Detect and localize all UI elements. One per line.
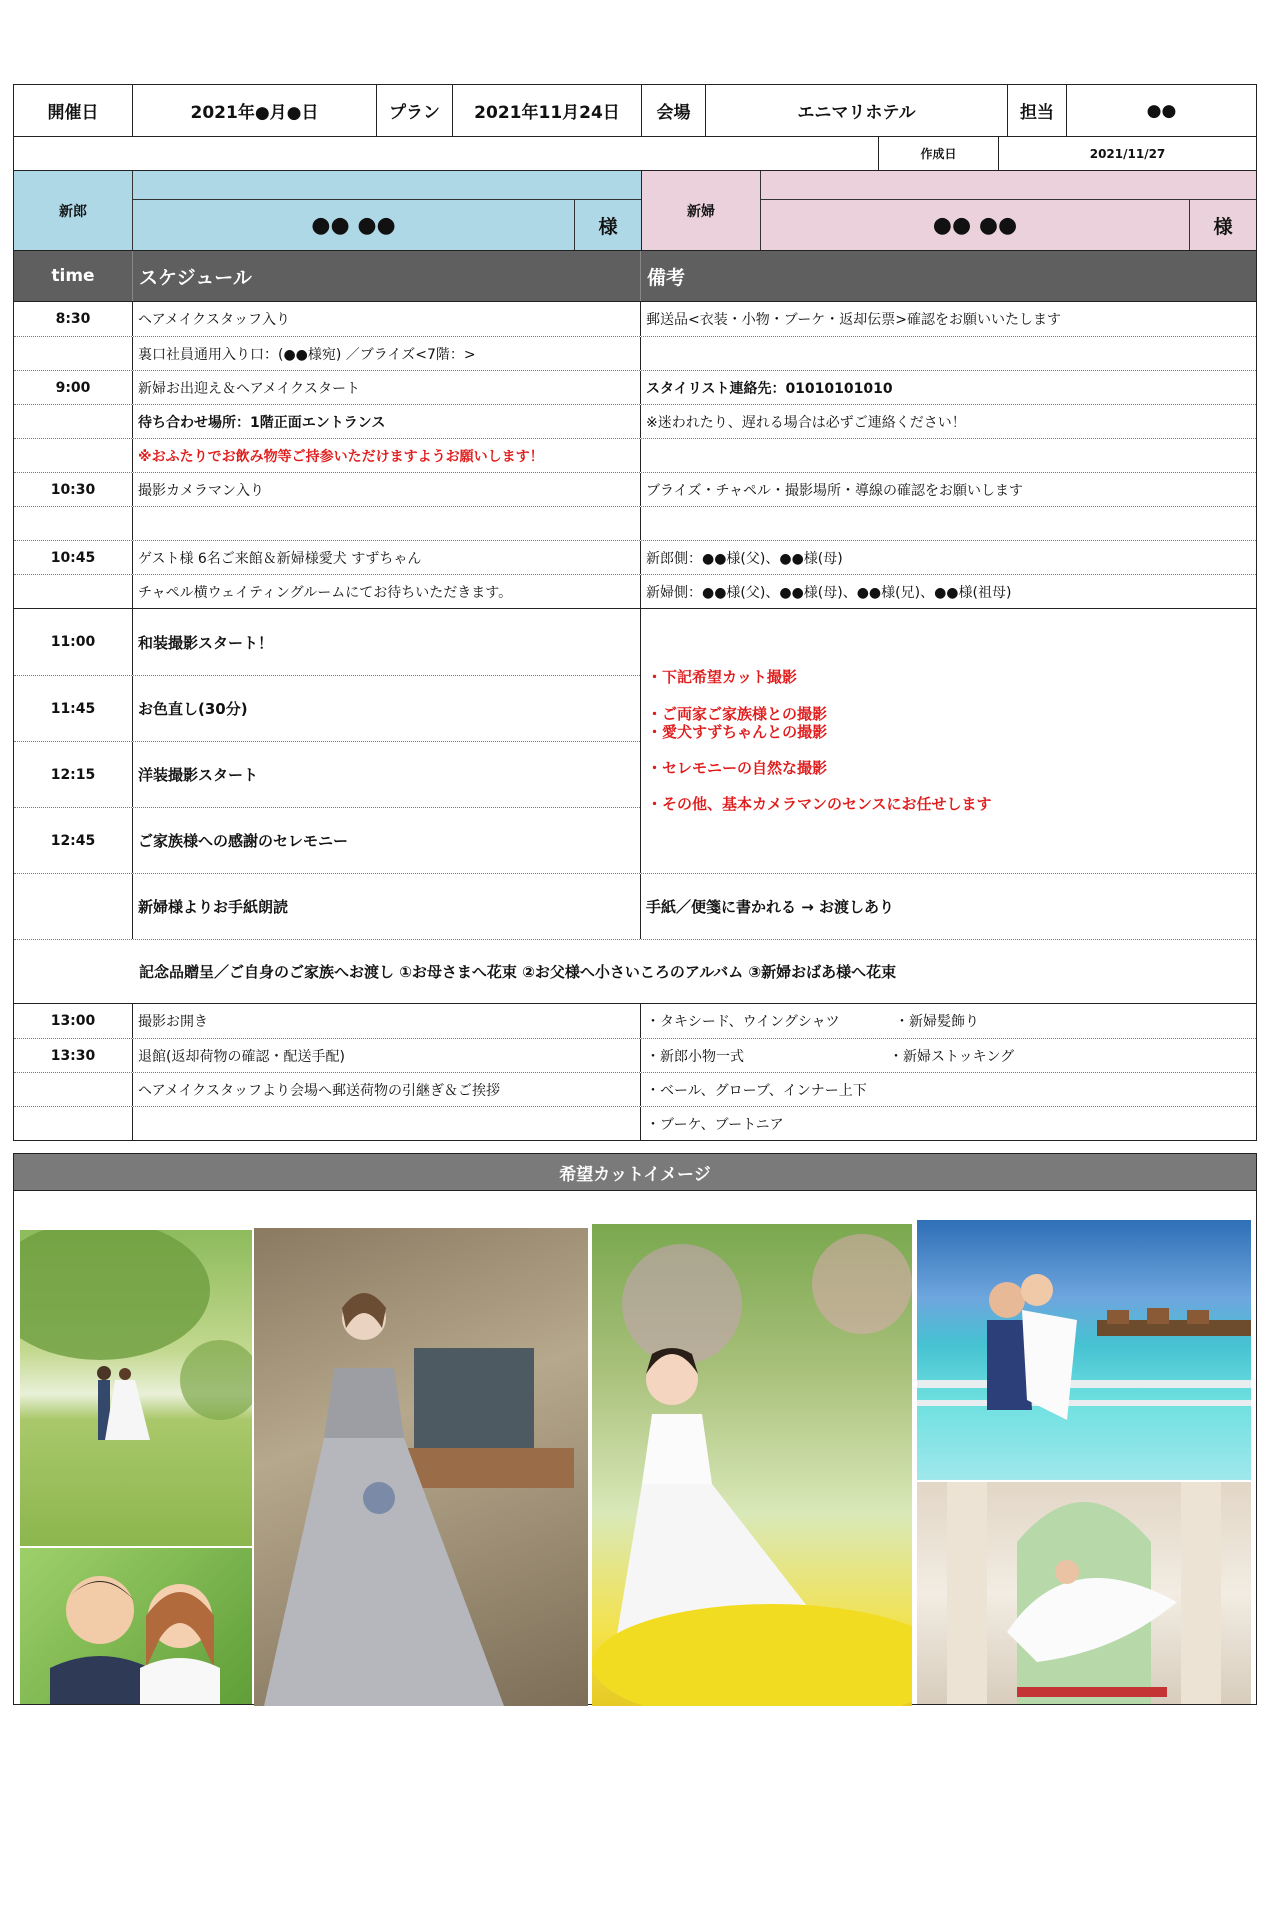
row-time: [14, 439, 133, 472]
table-row: [14, 1106, 1256, 1140]
row-time: [14, 507, 133, 540]
staff-value: ●●: [1146, 100, 1177, 121]
groom-name: ●● ●●: [133, 200, 575, 250]
shoot-block: [14, 608, 1256, 873]
shoot-notes: [641, 609, 1256, 873]
row-schedule: 退館(返却荷物の確認・配送手配): [133, 1039, 641, 1072]
row-time: 10:30: [14, 473, 133, 506]
row-time: 13:30: [14, 1039, 133, 1072]
row-note: 手紙／便箋に書かれる → お渡しあり: [646, 898, 895, 916]
date-value: 2021年●月●日: [133, 85, 377, 136]
header-row: [13, 84, 1257, 136]
row-note: 新郎側：●●様(父)、●●様(母): [646, 550, 843, 567]
table-row: [14, 741, 640, 807]
shoot-note: ・愛犬すずちゃんとの撮影: [647, 723, 828, 741]
row-schedule: お色直し(30分): [138, 700, 248, 718]
table-row: [14, 807, 640, 873]
schedule-sheet: [13, 84, 1257, 1141]
staff-label: 担当: [1008, 85, 1067, 136]
notes-column-header: 備考: [647, 266, 686, 289]
table-row: [14, 609, 640, 675]
row-note: ・ブーケ、ブートニア: [646, 1116, 784, 1133]
row-schedule: 和装撮影スタート！: [138, 633, 274, 652]
shoot-note: ・ご両家ご家族様との撮影: [647, 705, 828, 723]
photo-park-couple: [20, 1230, 252, 1546]
row-schedule: 新婦お出迎え＆ヘアメイクスタート: [133, 371, 641, 404]
table-row: [14, 675, 640, 741]
row-note-item: ・新郎小物一式: [646, 1048, 744, 1065]
table-row: [14, 1038, 1256, 1072]
bride-name-box: [761, 171, 1256, 250]
row-time: 11:45: [14, 676, 133, 741]
row-schedule: チャペル横ウェイティングルームにてお待ちいただきます。: [133, 575, 641, 608]
bride-honorific: 様: [1213, 215, 1233, 238]
row-schedule: [133, 1107, 641, 1140]
photo-couple-closeup: [20, 1548, 252, 1704]
time-column-header: time: [14, 251, 133, 301]
row-time: 8:30: [14, 302, 133, 336]
row-time: [14, 337, 133, 370]
row-schedule: ヘアメイクスタッフより会場へ郵送荷物の引継ぎ＆ご挨拶: [133, 1073, 641, 1106]
row-schedule: ゲスト様 6名ご来館＆新婦様愛犬 すずちゃん: [133, 541, 641, 574]
row-schedule: 新婦様よりお手紙朗読: [133, 874, 641, 939]
venue-value: エニマリホテル: [706, 85, 1008, 136]
row-time: 13:00: [14, 1004, 133, 1038]
row-time: 9:00: [14, 371, 133, 404]
end-rows: [14, 1003, 1256, 1141]
images-title: 希望カットイメージ: [14, 1154, 1256, 1191]
row-schedule: ※おふたりでお飲み物等ご持参いただけますようお願いします！: [133, 439, 641, 472]
created-label: 作成日: [878, 137, 998, 170]
row-note-item: ・タキシード、ウイングシャツ: [646, 1014, 840, 1030]
row-schedule: ご家族様への感謝のセレモニー: [138, 832, 349, 850]
created-row: [13, 136, 1257, 170]
row-schedule: 裏口社員通用入り口：(●●様宛) ／ブライズ<7階：>: [133, 337, 641, 370]
photo-gray-dress: [254, 1228, 588, 1706]
photo-bride-flowers: [592, 1224, 912, 1706]
schedule-header: [14, 251, 1256, 301]
row-schedule: 撮影お開き: [133, 1004, 641, 1038]
row-schedule: ヘアメイクスタッフ入り: [133, 302, 641, 336]
row-note: 新婦側：●●様(父)、●●様(母)、●●様(兄)、●●様(祖母): [646, 584, 1012, 601]
row-time: [14, 575, 133, 608]
row-time: 12:45: [14, 808, 133, 873]
row-time: [14, 874, 133, 939]
table-row: [14, 540, 1256, 574]
table-row: [14, 1004, 1256, 1038]
row-time: [14, 405, 133, 438]
image-section: [13, 1153, 1257, 1705]
row-note: [641, 1004, 1256, 1038]
table-row: [14, 506, 1256, 540]
row-note-item: ・新婦ストッキング: [889, 1048, 1015, 1065]
shoot-note: ・セレモニーの自然な撮影: [647, 759, 828, 777]
table-row: [14, 472, 1256, 506]
row-note: [641, 337, 1256, 370]
row-time: 10:45: [14, 541, 133, 574]
plan-value: 2021年11月24日: [453, 85, 642, 136]
couple-row: [13, 170, 1257, 250]
gift-line: 記念品贈呈／ご自身のご家族へお渡し ①お母さまへ花束 ②お父様へ小さいころのアルバム ③新婦おばあ様へ花束: [14, 939, 1256, 1003]
date-label: 開催日: [14, 85, 133, 136]
row-note: ・ベール、グローブ、インナー上下: [646, 1082, 867, 1099]
schedule-table: [13, 250, 1257, 1141]
row-note: ブライズ・チャペル・撮影場所・導線の確認をお願いします: [646, 482, 1024, 499]
row-time: [14, 1107, 133, 1140]
table-row: [14, 404, 1256, 438]
row-note: 郵送品<衣装・小物・ブーケ・返却伝票>確認をお願いいたします: [646, 312, 1062, 328]
row-note: [641, 439, 1256, 472]
table-row: [14, 302, 1256, 336]
row-note: [641, 1039, 1256, 1072]
row-note: [641, 507, 1256, 540]
bride-name: ●● ●●: [761, 200, 1190, 250]
shoot-note: ・下記希望カット撮影: [647, 668, 797, 686]
groom-honorific: 様: [598, 215, 618, 238]
row-time: [14, 1073, 133, 1106]
row-note-item: ・新婦髪飾り: [895, 1014, 979, 1030]
row-schedule: 待ち合わせ場所：1階正面エントランス: [133, 405, 641, 438]
table-row: [14, 574, 1256, 608]
photo-chapel-bride: [917, 1482, 1251, 1704]
photo-beach-couple: [917, 1220, 1251, 1480]
row-note: スタイリスト連絡先：01010101010: [646, 380, 893, 397]
row-note: ※迷われたり、遅れる場合は必ずご連絡ください！: [646, 414, 966, 431]
bride-label: 新婦: [642, 171, 761, 250]
shoot-note: ・その他、基本カメラマンのセンスにお任せします: [647, 795, 992, 813]
row-schedule: 撮影カメラマン入り: [133, 473, 641, 506]
row-schedule: 洋装撮影スタート: [138, 766, 259, 784]
plan-label: プラン: [377, 85, 453, 136]
created-value: 2021/11/27: [998, 137, 1256, 170]
row-time: 11:00: [14, 609, 133, 675]
row-time: 12:15: [14, 742, 133, 807]
schedule-column-header: スケジュール: [133, 251, 641, 301]
groom-label: 新郎: [14, 171, 133, 250]
table-row: [14, 438, 1256, 472]
schedule-rows: [14, 301, 1256, 608]
table-row: [14, 336, 1256, 370]
table-row: [14, 1072, 1256, 1106]
row-schedule: [133, 507, 641, 540]
venue-label: 会場: [642, 85, 706, 136]
groom-name-box: [133, 171, 642, 250]
table-row: [14, 873, 1256, 939]
table-row: [14, 370, 1256, 404]
